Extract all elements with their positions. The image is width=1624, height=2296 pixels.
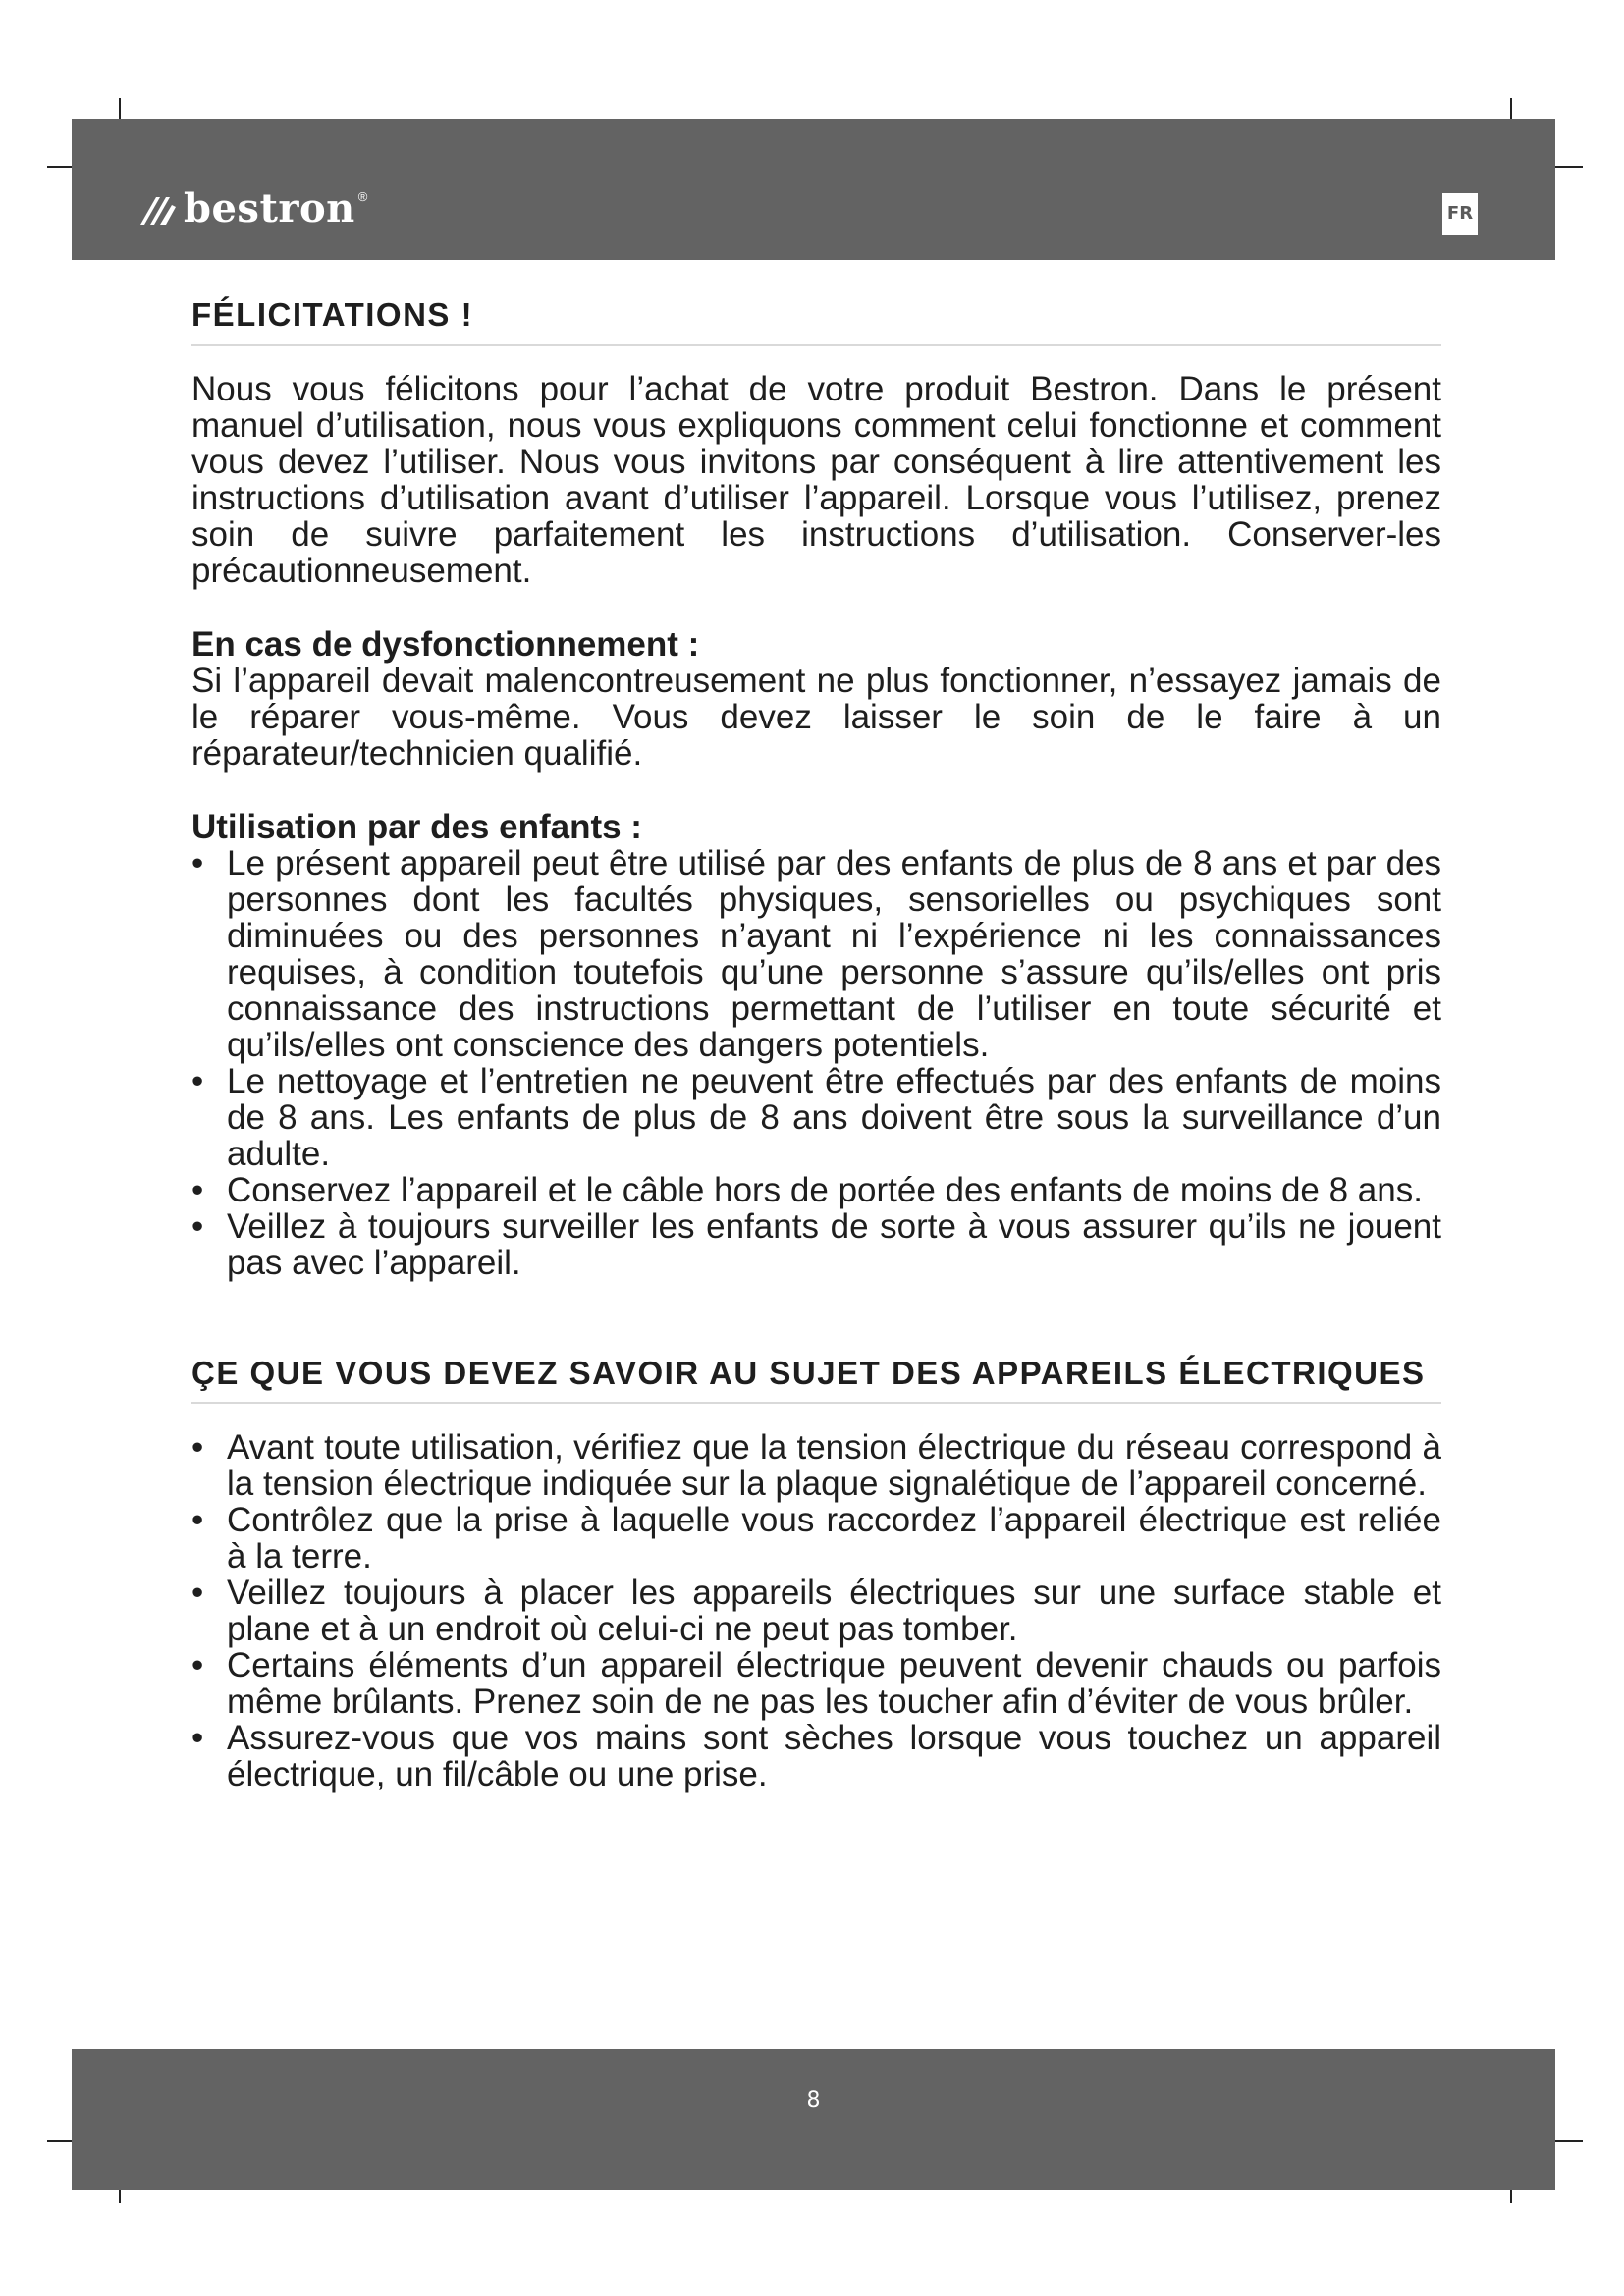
section-title-congratulations: FÉLICITATIONS !	[191, 296, 474, 333]
brand-logo	[138, 186, 368, 232]
bullet-text: Certains éléments d’un appareil électrique peuvent devenir chauds ou parfois même brûlants. Prenez soin de ne pas les toucher afin d’éviter de vous brûler.	[227, 1646, 1441, 1721]
list-item	[191, 1575, 1441, 1647]
malfunction-paragraph: Si l’appareil devait malencontreusement ne plus fonctionner, n’essayez jamais de le réparer vous-même. Vous devez laisser le soin de le faire à un réparateur/technicien qualifié.	[191, 662, 1441, 773]
language-badge: FR	[1442, 193, 1478, 235]
bullet-text: Assurez-vous que vos mains sont sèches lorsque vous touchez un appareil électrique, un fil/câble ou une prise.	[227, 1719, 1441, 1793]
bullet-icon: •	[191, 1171, 204, 1209]
section-divider	[191, 1402, 1441, 1404]
list-item	[191, 1647, 1441, 1720]
bullet-text: Le nettoyage et l’entretien ne peuvent être effectués par des enfants de moins de 8 ans. Les enfants de plus de 8 ans doivent être sous la surveillance d’un adulte.	[227, 1062, 1441, 1173]
page-number: 8	[806, 2088, 821, 2112]
children-heading: Utilisation par des enfants :	[191, 808, 642, 846]
list-item	[191, 1502, 1441, 1575]
list-item	[191, 1208, 1441, 1281]
page-footer	[72, 2049, 1555, 2190]
bullet-text: Veillez à toujours surveiller les enfants de sorte à vous assurer qu’ils ne jouent pas avec l’appareil.	[227, 1207, 1441, 1282]
bullet-text: Contrôlez que la prise à laquelle vous raccordez l’appareil électrique est reliée à la terre.	[227, 1501, 1441, 1575]
bullet-icon: •	[191, 1719, 204, 1757]
children-bullet-list	[191, 845, 1441, 1281]
brand-name: bestron	[184, 186, 355, 232]
bullet-text: Le présent appareil peut être utilisé par des enfants de plus de 8 ans et par des personnes dont les facultés physiques, sensorielles ou psychiques sont diminuées ou des personnes n’ayant ni l’expérience ni les connaissances requises, à condition toutefois qu’une personne s’assure qu’ils/elles ont pris connaissance des instructions permettant de l’utiliser en toute sécurité et qu’ils/elles ont conscience des dangers potentiels.	[227, 844, 1441, 1064]
bullet-text: Conservez l’appareil et le câble hors de portée des enfants de moins de 8 ans.	[227, 1171, 1423, 1209]
bullet-text: Veillez toujours à placer les appareils électriques sur une surface stable et plane et à un endroit où celui-ci ne peut pas tomber.	[227, 1574, 1441, 1648]
section-title-electrical: ÇE QUE VOUS DEVEZ SAVOIR AU SUJET DES APPAREILS ÉLECTRIQUES	[191, 1355, 1426, 1391]
list-item	[191, 1429, 1441, 1502]
malfunction-heading: En cas de dysfonctionnement :	[191, 625, 700, 664]
bullet-icon: •	[191, 1501, 204, 1539]
registered-mark: ®	[357, 189, 368, 204]
bullet-icon: •	[191, 1428, 204, 1467]
page-header	[72, 119, 1555, 260]
bullet-icon: •	[191, 1207, 204, 1246]
electrical-bullet-list	[191, 1429, 1441, 1792]
main-content	[191, 297, 1441, 1792]
section-divider	[191, 344, 1441, 346]
list-item	[191, 1172, 1441, 1208]
bullet-icon: •	[191, 844, 204, 882]
bullet-icon: •	[191, 1574, 204, 1612]
bullet-text: Avant toute utilisation, vérifiez que la tension électrique du réseau correspond à la tension électrique indiquée sur la plaque signalétique de l’appareil concerné.	[227, 1428, 1441, 1503]
chevron-logo-icon	[138, 189, 178, 229]
list-item	[191, 845, 1441, 1063]
list-item	[191, 1063, 1441, 1172]
bullet-icon: •	[191, 1646, 204, 1684]
intro-paragraph: Nous vous félicitons pour l’achat de votre produit Bestron. Dans le présent manuel d’utilisation, nous vous expliquons comment celui fonctionne et comment vous devez l’utiliser. Nous vous invitons par conséquent à lire attentivement les instructions d’utilisation avant d’utiliser l’appareil. Lorsque vous l’utilisez, prenez soin de suivre parfaitement les instructions d’utilisation. Conserver-les précautionneusement.	[191, 370, 1441, 590]
bullet-icon: •	[191, 1062, 204, 1100]
list-item	[191, 1720, 1441, 1792]
